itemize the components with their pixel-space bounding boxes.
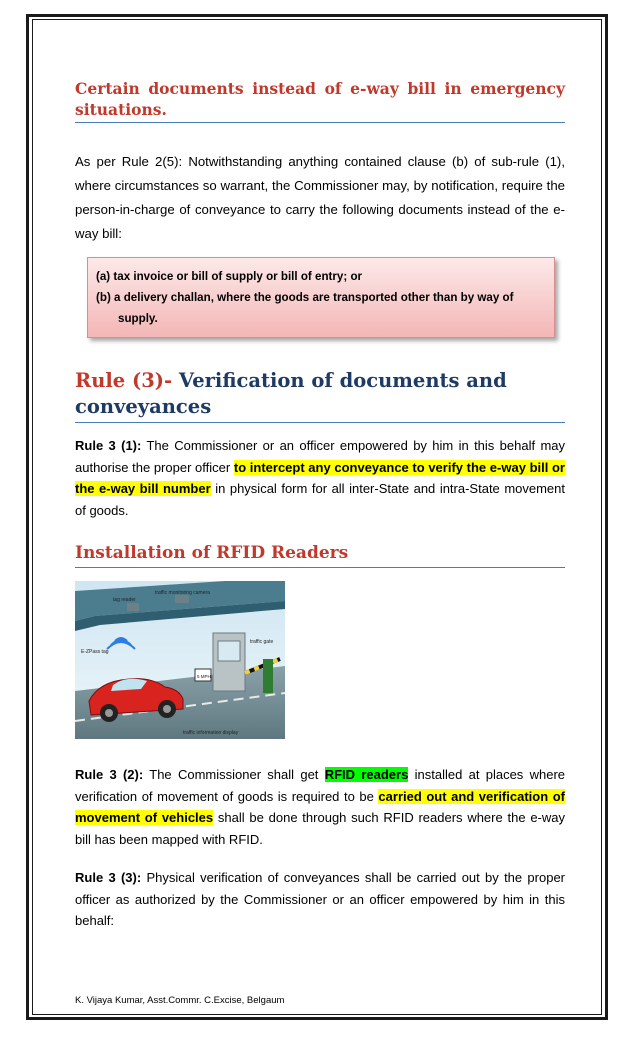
page-footer: K. Vijaya Kumar, Asst.Commr. C.Excise, Belgaum — [75, 995, 285, 1006]
tag-reader-label: tag reader — [113, 597, 136, 603]
rule-3-3-paragraph — [75, 867, 565, 932]
page-content — [75, 78, 565, 932]
rule-3-2-text: The Commissioner shall get — [143, 767, 325, 782]
heading-underline — [75, 567, 565, 568]
document-item-a: (a) tax invoice or bill of supply or bill of entry; or — [96, 270, 363, 283]
rule-3-2-text-mid: installed at places where verification of movement of goods is required to be — [75, 767, 565, 804]
rfid-heading: Installation of RFID Readers — [75, 543, 349, 563]
rfid-readers-highlight: RFID readers — [324, 767, 409, 782]
rule-3-3-label: Rule 3 (3): — [75, 870, 142, 885]
rule-3-1-text: The Commissioner or an officer empowered by him in this behalf may authorise the proper officer — [75, 438, 565, 475]
rule-3-2-highlight: carried out and verification of movement of vehicles — [75, 788, 565, 825]
gate-label: traffic gate — [250, 639, 274, 645]
ezpass-label: E-ZPass tag — [81, 649, 109, 655]
rule-2-5-paragraph: As per Rule 2(5): Notwithstanding anything contained clause (b) of sub-rule (1), where circumstances so warrant, the Commissioner may, by notification, require the person-in-charge of conveyance to carry the following documents instead of the e-way bill: — [75, 154, 565, 241]
rfid-toll-illustration — [75, 581, 285, 739]
rule-3-2-label: Rule 3 (2): — [75, 767, 144, 782]
rule-3-1-highlight: to intercept any conveyance to verify the e-way bill or the e-way bill number — [75, 459, 565, 496]
section-heading-emergency: Certain documents instead of e-way bill in emergency situations. — [75, 79, 565, 119]
rule-3-3-text: Physical verification of conveyances shall be carried out by the proper officer as authorized by the Commissioner or an officer empowered by him in this behalf: — [75, 870, 566, 928]
rule-3-1-label: Rule 3 (1): — [75, 438, 142, 453]
rule-3-2-text-end: shall be done through such RFID readers where the e-way bill has been mapped with RFID. — [75, 810, 565, 847]
rule-3-2-paragraph — [75, 764, 565, 850]
heading-underline — [75, 122, 565, 123]
heading-underline — [75, 422, 565, 423]
rfid-illustration — [75, 581, 565, 739]
display-label: traffic information display — [183, 730, 239, 736]
rule-3-1-paragraph — [75, 435, 565, 521]
rule-3-heading — [75, 368, 565, 420]
documents-list-box — [87, 257, 555, 338]
document-item-b: (b) a delivery challan, where the goods are transported other than by way of supply. — [96, 291, 514, 325]
rule-3-1-text-end: in physical form for all inter-State and intra-State movement of goods. — [75, 481, 566, 518]
rule-3-heading-prefix: Rule (3)- — [75, 369, 173, 392]
rule-3-heading-text: Verification of documents and conveyances — [75, 369, 507, 418]
speed-sign-label: 5 MPH — [197, 674, 211, 679]
camera-label: traffic monitoring camera — [155, 590, 210, 596]
